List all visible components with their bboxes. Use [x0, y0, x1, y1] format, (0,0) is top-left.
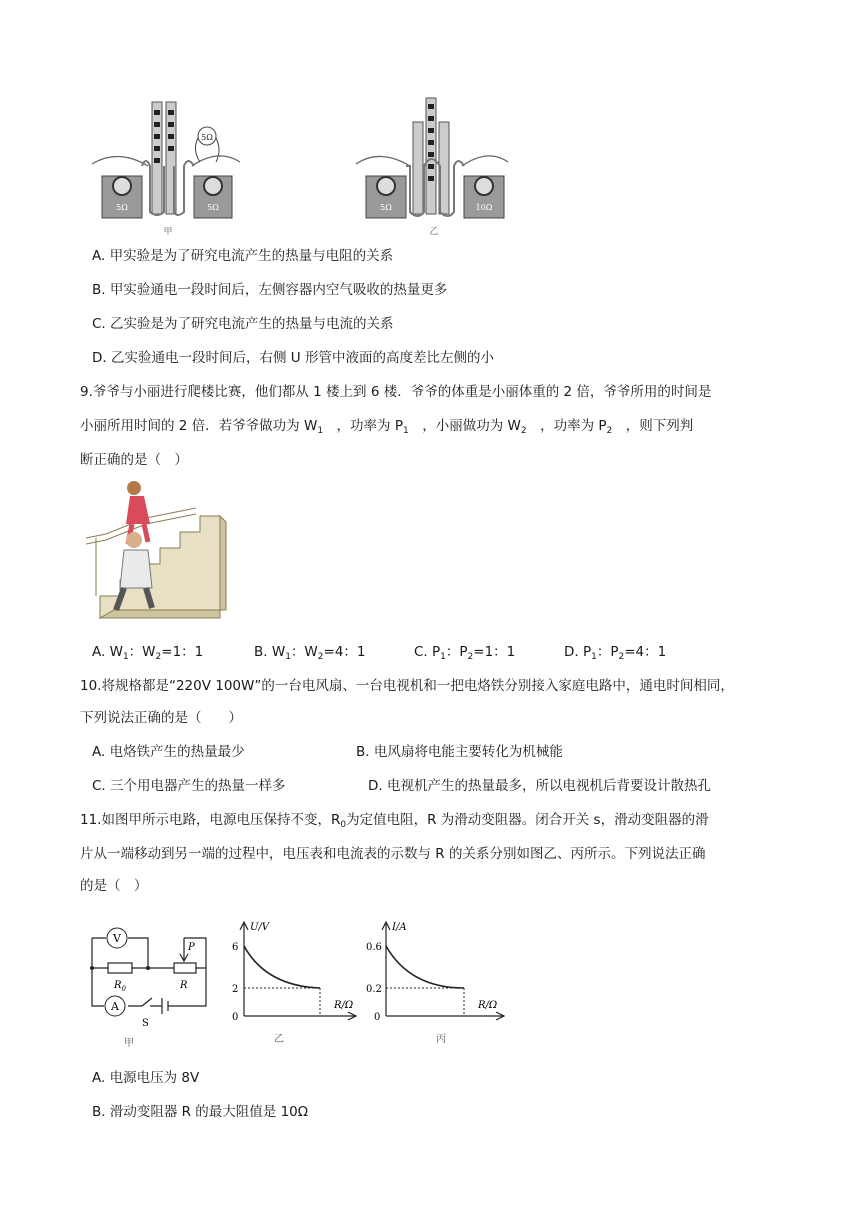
voltmeter-symbol: V: [113, 932, 121, 945]
q10-option-b[interactable]: B. 电风扇将电能主要转化为机械能: [356, 744, 563, 760]
q11-stem-line3: 的是（ ）: [80, 878, 148, 894]
graph-i-tick-0-6: 0.6: [366, 942, 382, 953]
graph-i-vs-r: [366, 916, 510, 1050]
q9-stem-line1: 9.爷爷与小丽进行爬楼比赛，他们都从 1 楼上到 6 楼．爷爷的体重是小丽体重的 2 倍，爷爷所用的时间是: [80, 384, 712, 400]
graph-u-tick-0: 0: [232, 1012, 239, 1023]
jia-left-resistor-label: 5Ω: [116, 203, 128, 212]
ammeter-symbol: A: [111, 1000, 119, 1013]
q9-option-d[interactable]: D. $P_1$：$P_2=4$：1: [564, 644, 667, 662]
graph-i-tick-0: 0: [374, 1012, 381, 1023]
apparatus-yi: [356, 98, 508, 237]
apparatus-jia: [92, 102, 240, 237]
yi-left-resistor-label: 5Ω: [380, 203, 392, 212]
graph-u-tick-2: 2: [232, 984, 239, 995]
graph-u-ylabel: U/V: [250, 922, 270, 933]
q9-stem-line3: 断正确的是（ ）: [80, 452, 188, 468]
jia-label: 甲: [163, 227, 173, 237]
stair-climbing-figure: [86, 478, 230, 624]
joule-heat-apparatus-figure: [88, 96, 528, 238]
q11-stem-line1: 11.如图甲所示电路，电源电压保持不变，$R_0$为定值电阻，R 为滑动变阻器。闭合开关 s，滑动变阻器的滑: [80, 812, 709, 830]
graph-u-tick-6: 6: [232, 942, 239, 953]
switch-label: S: [142, 1018, 149, 1029]
r-label: R: [180, 980, 188, 991]
jia-right-resistor-label: 5Ω: [207, 203, 219, 212]
graph-u-vs-r: [226, 916, 360, 1050]
circuit-figure-label: 甲: [124, 1038, 134, 1049]
q9-option-a[interactable]: A. $W_1$：$W_2=1$：1: [92, 644, 204, 662]
q9-stem-line2: 小丽所用时间的 2 倍．若爷爷做功为 $W_1$ ，功率为 $P_1$ ，小丽做功为 $W_2$ ，功率为 $P_2$ ，则下列判: [80, 418, 694, 436]
q11-option-b[interactable]: B. 滑动变阻器 R 的最大阻值是 10Ω: [92, 1104, 309, 1120]
q10-option-a[interactable]: A. 电烙铁产生的热量最少: [92, 744, 245, 760]
q8-option-a[interactable]: A. 甲实验是为了研究电流产生的热量与电阻的关系: [92, 248, 394, 264]
q8-option-d[interactable]: D. 乙实验通电一段时间后，右侧 U 形管中液面的高度差比左侧的小: [92, 350, 494, 366]
q11-option-a[interactable]: A. 电源电压为 8V: [92, 1070, 200, 1086]
q10-option-d[interactable]: D. 电视机产生的热量最多，所以电视机后背要设计散热孔: [368, 778, 711, 794]
slider-p-label: P: [188, 942, 195, 953]
yi-right-resistor-label: 10Ω: [475, 203, 493, 212]
yi-label: 乙: [429, 227, 439, 237]
q10-stem-line2: 下列说法正确的是（ ）: [80, 710, 242, 726]
q9-option-b[interactable]: B. $W_1$：$W_2=4$：1: [254, 644, 366, 662]
q8-option-b[interactable]: B. 甲实验通电一段时间后，左侧容器内空气吸收的热量更多: [92, 282, 448, 298]
graph-i-figure-label: 丙: [436, 1034, 446, 1045]
q10-stem-line1: 10.将规格都是“220V 100W”的一台电风扇、一台电视机和一把电烙铁分别接入家庭电路中，通电时间相同，: [80, 678, 734, 694]
q8-option-c[interactable]: C. 乙实验是为了研究电流产生的热量与电流的关系: [92, 316, 394, 332]
graph-i-ylabel: I/A: [392, 922, 407, 933]
graph-u-figure-label: 乙: [274, 1034, 284, 1045]
r0-label: $R_0$: [114, 980, 126, 993]
circuit-diagram: [84, 924, 214, 1050]
q10-option-c[interactable]: C. 三个用电器产生的热量一样多: [92, 778, 286, 794]
q11-stem-line2: 片从一端移动到另一端的过程中，电压表和电流表的示数与 R 的关系分别如图乙、丙所示。下列说法正确: [80, 846, 706, 862]
graph-u-xlabel: R/Ω: [334, 1000, 354, 1011]
q9-option-c[interactable]: C. $P_1$：$P_2=1$：1: [414, 644, 516, 662]
graph-i-tick-0-2: 0.2: [366, 984, 382, 995]
jia-extra-resistor-label: 5Ω: [201, 133, 213, 142]
graph-i-xlabel: R/Ω: [478, 1000, 498, 1011]
